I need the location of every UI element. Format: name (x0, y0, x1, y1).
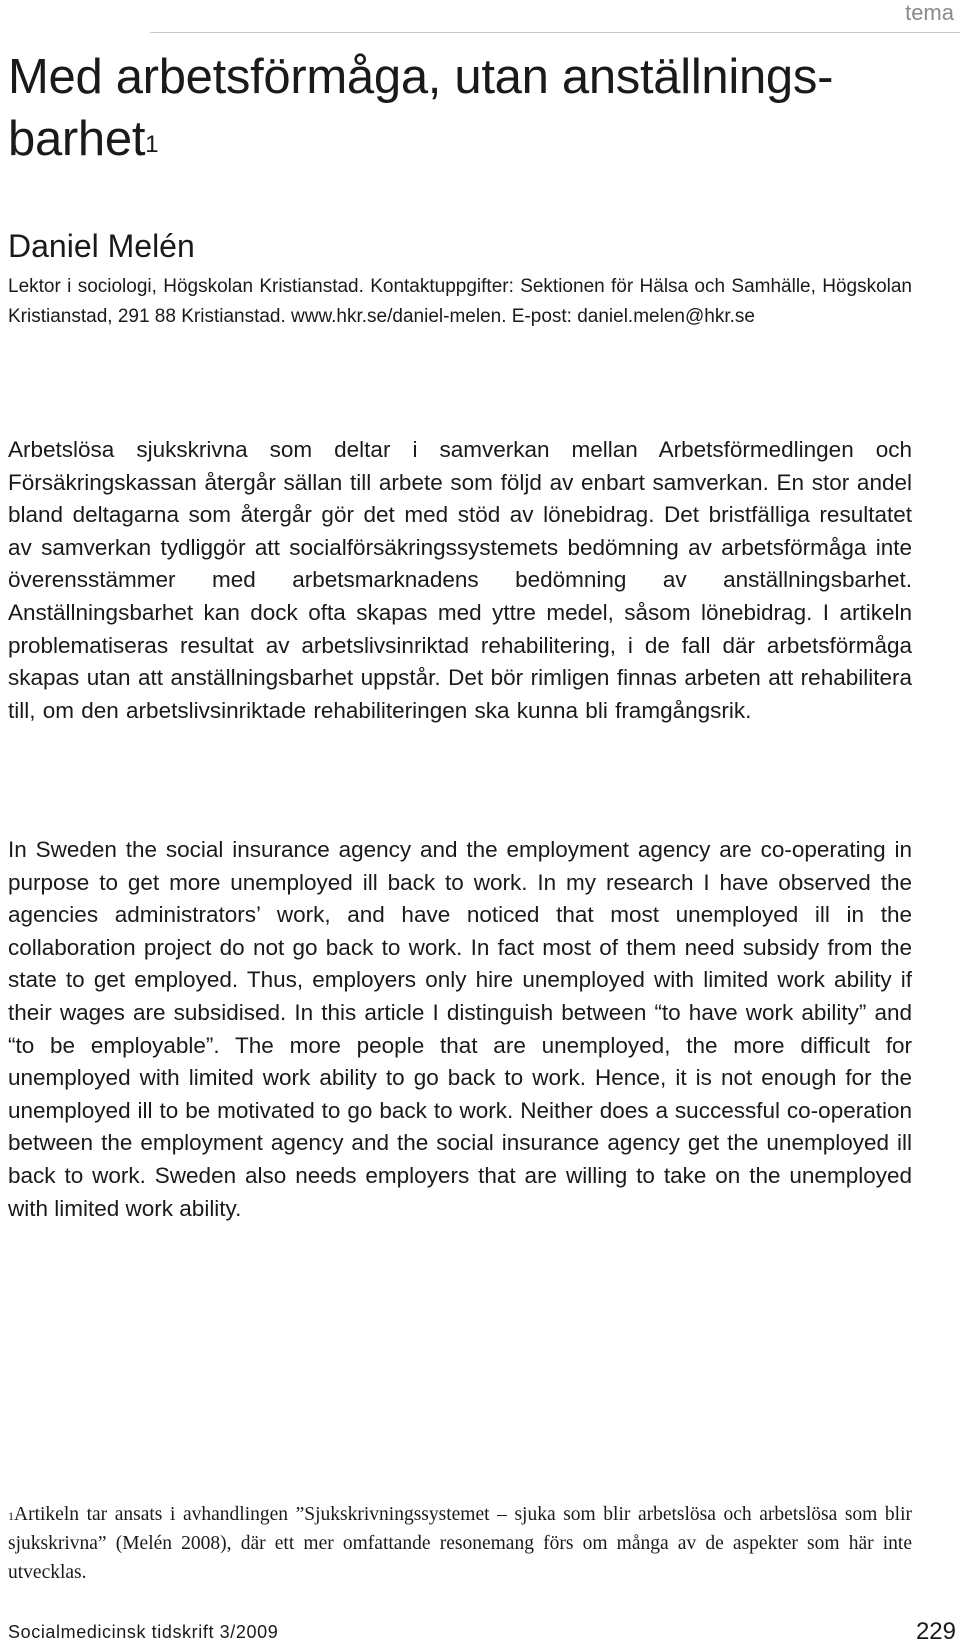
footnote-text: Artikeln tar ansats i avhandlingen ”Sjukskrivningssystemet – sjuka som blir arbetslösa och arbetslösa som blir sjukskrivna” (Melén 2008), där ett mer omfattande resonemang förs om många av de aspekter som här inte utvecklas. (8, 1504, 912, 1583)
header-rule (150, 32, 960, 33)
author-name: Daniel Melén (8, 228, 195, 264)
author-affiliation: Lektor i sociologi, Högskolan Kristianstad. Kontaktuppgifter: Sektionen för Hälsa och Samhälle, Högskolan Kristianstad, 291 88 Kristianstad. www.hkr.se/daniel-melen. E-post: daniel.melen@hkr.se (8, 276, 912, 327)
title-footnote-mark[interactable]: 1 (145, 131, 159, 158)
abstract-english: In Sweden the social insurance agency and the employment agency are co-operating in purpose to get more unemployed ill back to work. In my research I have observed the agencies administrators’ work, and have noticed that most unemployed ill in the collaboration project do not go back to work. In fact most of them need subsidy from the state to get employed. Thus, employers only hire unemployed with limited work ability if their wages are subsidised. In this article I distinguish between “to have work ability” and “to be employable”. The more people that are unemployed, the more difficult for unemployed with limited work ability to go back to work. Hence, it is not enough for the unemployed ill to be motivated to go back to work. Neither does a successful co-operation between the employment agency and the social insurance agency get the unemployed ill back to work. Sweden also needs employers that are willing to take on the unemployed with limited work ability. (8, 837, 912, 1221)
page-number: 229 (915, 1618, 956, 1645)
article-title-text: Med arbetsförmåga, utan anställnings-barhet (8, 50, 834, 166)
footnote (8, 1500, 912, 1587)
footnote-mark: 1 (8, 1509, 14, 1523)
abstract-swedish: Arbetslösa sjukskrivna som deltar i samverkan mellan Arbetsförmedlingen och Försäkringskassan återgår sällan till arbete som följd av enbart samverkan. En stor andel bland deltagarna som återgår gör det med stöd av lönebidrag. Det bristfälliga resultatet av samverkan tydliggör att socialförsäkringssystemets bedömning av arbetsförmåga inte överensstämmer med arbetsmarknadens bedömning av anställningsbarhet. Anställningsbarhet kan dock ofta skapas med yttre medel, såsom lönebidrag. I artikeln problematiseras resultat av arbetslivsinriktad rehabilitering, i de fall där arbetsförmåga skapas utan att anställningsbarhet uppstår. Det bör rimligen finnas arbeten att rehabilitera till, om den arbetslivsinriktade rehabiliteringen ska kunna bli framgångsrik. (8, 437, 912, 723)
section-label: tema (905, 0, 954, 25)
journal-name: Socialmedicinsk tidskrift 3/2009 (8, 1622, 279, 1642)
article-title (8, 46, 908, 170)
